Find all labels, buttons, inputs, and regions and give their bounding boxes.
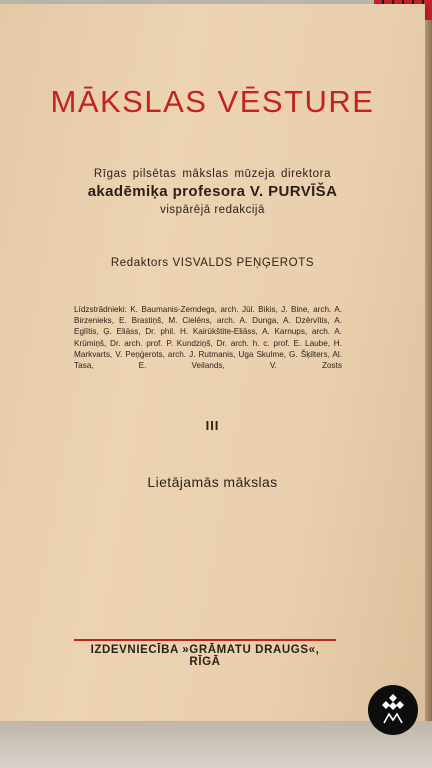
book-title: MĀKSLAS VĒSTURE xyxy=(50,84,375,119)
publisher-divider xyxy=(74,639,336,641)
subtitle-line-2: akadēmiķa profesora V. PURVĪŠA xyxy=(87,183,338,200)
editor-line: Redaktors VISVALDS PEŅĢEROTS xyxy=(110,257,315,269)
volume-number: III xyxy=(205,418,220,433)
page-edge-shadow xyxy=(425,20,432,721)
contributors-paragraph: Līdzstrādnieki: K. Baumanis-Zemdegs, arch. Jūl. Bikis, J. Bine, arch. A. Birzenieks, E. Brastiņš, M. Cielēns, arch. A. Dunga, A. Dzērvītis, A. Eglītis, Ģ. Eliāss, Dr. phil. H. Kairūkštite-Eliāss, A. Karnups, arch. A. Krūmiņš, Dr. arch. prof. P. Kundziņš, Dr. arch. h. c. prof. E. Laube, H. Markvarts, V. Peņģerots, arch. J. Rutmanis, Uga Skulme, G. Šķilters, Al. Tasa, E. Veilands, V. Zosts xyxy=(74,305,342,371)
volume-title: Lietājamās mākslas xyxy=(147,474,278,490)
diamond-logo-icon xyxy=(368,685,418,735)
subtitle-line-3: vispārējā redakcijā xyxy=(160,204,265,216)
publisher-line: IZDEVNIECĪBA »GRĀMATU DRAUGS«, RĪGĀ xyxy=(90,644,320,668)
subtitle-line-1: Rīgas pilsētas mākslas mūzeja direktora xyxy=(93,168,332,180)
title-page xyxy=(0,4,425,721)
watermark-badge xyxy=(368,685,418,735)
